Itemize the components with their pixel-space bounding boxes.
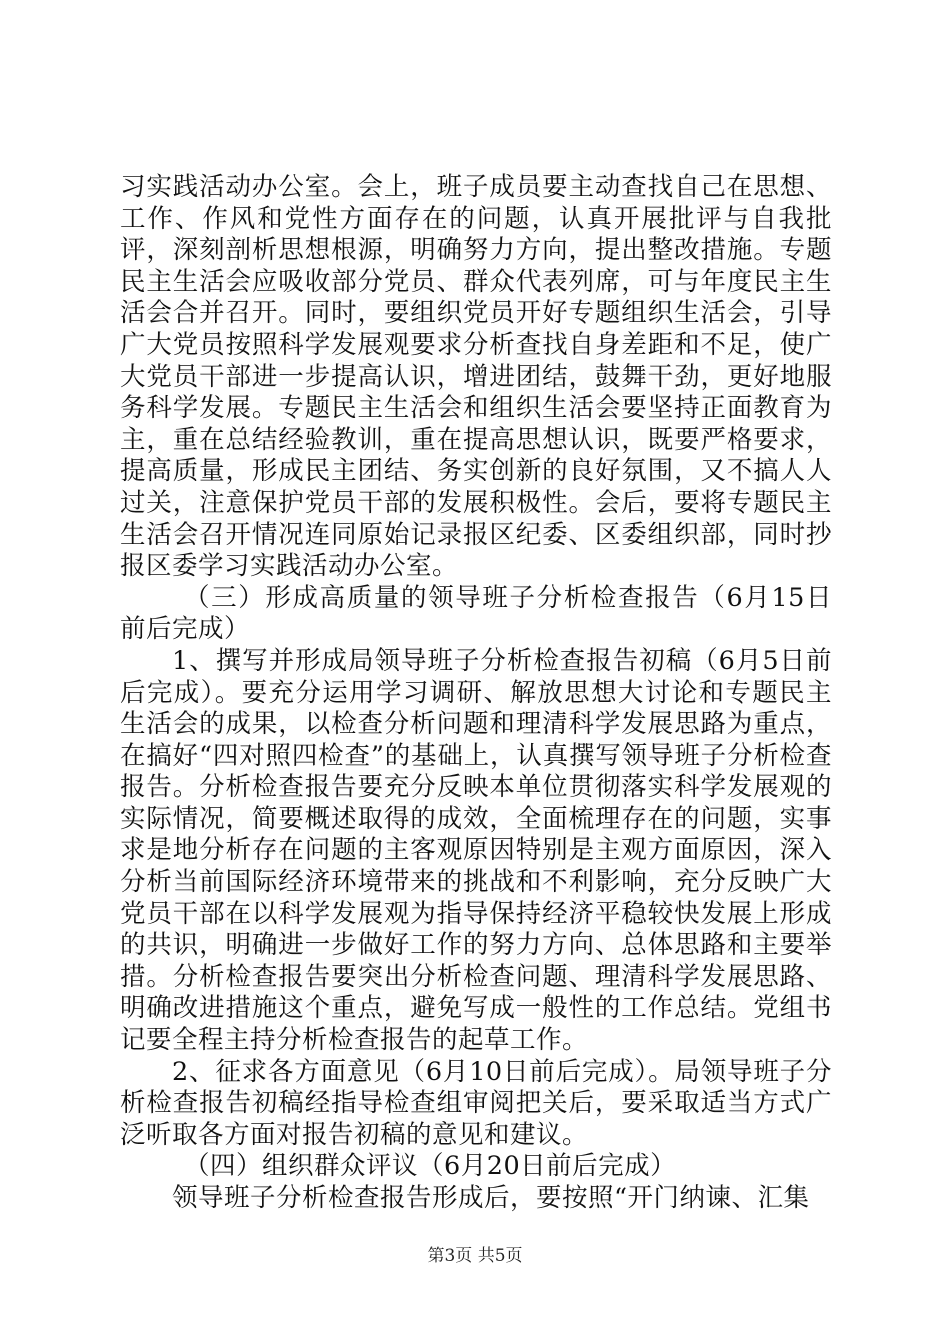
- page-number-footer: 第3页 共5页: [427, 1246, 523, 1266]
- section-heading-3: （三）形成高质量的领导班子分析检查报告（6月15日前后完成）: [120, 582, 832, 645]
- paragraph-continuation: 习实践活动办公室。会上，班子成员要主动查找自己在思想、工作、作风和党性方面存在的问题，认真开展批评与自我批评，深刻剖析思想根源，明确努力方向，提出整改措施。专题民主生活会应吸收部分党员、群众代表列席，可与年度民主生活会合并召开。同时，要组织党员开好专题组织生活会，引导广大党员按照科学发展观要求分析查找自身差距和不足，使广大党员干部进一步提高认识，增进团结，鼓舞干劲，更好地服务科学发展。专题民主生活会和组织生活会要坚持正面教育为主，重在总结经验教训，重在提高思想认识，既要严格要求，提高质量，形成民主团结、务实创新的良好氛围，又不搞人人过关，注意保护党员干部的发展积极性。会后，要将专题民主生活会召开情况连同原始记录报区纪委、区委组织部，同时抄报区委学习实践活动办公室。: [120, 172, 832, 582]
- paragraph-item-1: 1、撰写并形成局领导班子分析检查报告初稿（6月5日前后完成）。要充分运用学习调研、解放思想大讨论和专题民主生活会的成果，以检查分析问题和理清科学发展思路为重点，在搞好“四对照四检查”的基础上，认真撰写领导班子分析检查报告。分析检查报告要充分反映本单位贯彻落实科学发展观的实际情况，简要概述取得的成效，全面梳理存在的问题，实事求是地分析存在问题的主客观原因特别是主观方面原因，深入分析当前国际经济环境带来的挑战和不利影响，充分反映广大党员干部在以科学发展观为指导保持经济平稳较快发展上形成的共识，明确进一步做好工作的努力方向、总体思路和主要举措。分析检查报告要突出分析检查问题、理清科学发展思路、明确改进措施这个重点，避免写成一般性的工作总结。党组书记要全程主持分析检查报告的起草工作。: [120, 645, 832, 1056]
- paragraph-section-4-body: 领导班子分析检查报告形成后，要按照“开门纳谏、汇集: [172, 1183, 810, 1213]
- document-body: [120, 172, 832, 1215]
- section-heading-4: （四）组织群众评议（6月20日前后完成）: [184, 1151, 677, 1182]
- paragraph-item-2: 2、征求各方面意见（6月10日前后完成）。局领导班子分析检查报告初稿经指导检查组审阅把关后，要采取适当方式广泛听取各方面对报告初稿的意见和建议。: [120, 1056, 832, 1150]
